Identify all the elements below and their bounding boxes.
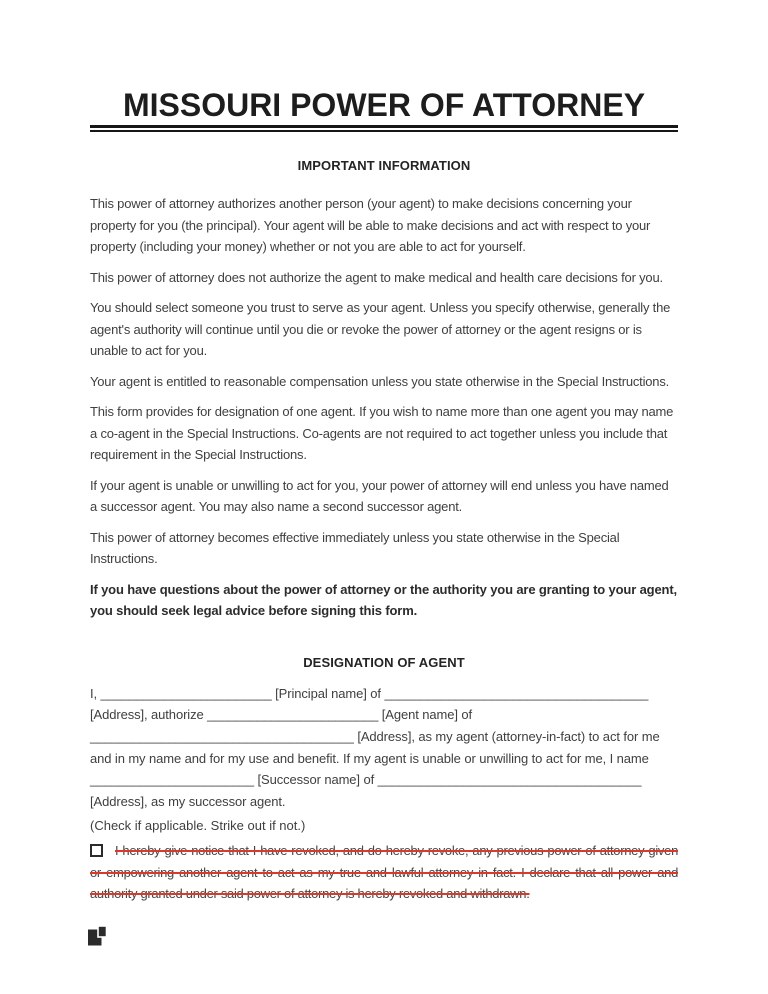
effective-immediately-paragraph: This power of attorney becomes effective immediately unless you state otherwise in the Special Instructions. bbox=[90, 529, 620, 566]
successor-address-line: [Address], as my successor agent. bbox=[90, 794, 286, 810]
title-underline-rule bbox=[90, 125, 678, 132]
revocation-clause-row bbox=[90, 840, 678, 905]
designation-fill-in-block bbox=[90, 683, 678, 813]
compensation-paragraph: Your agent is entitled to reasonable compensation unless you state otherwise in the Special Instructions. bbox=[90, 373, 670, 389]
agent-address-line: _____________________________________ [Address], as my agent (attorney-in-fact) to act for me bbox=[90, 728, 660, 744]
check-instruction: (Check if applicable. Strike out if not.) bbox=[90, 817, 306, 833]
legal-templates-logo-icon bbox=[88, 926, 108, 947]
designation-of-agent-heading: DESIGNATION OF AGENT bbox=[303, 654, 465, 670]
use-and-benefit-line: and in my name and for my use and benefit. If my agent is unable or unwilling to act for me, I name bbox=[90, 750, 649, 766]
intro-paragraph: This power of attorney authorizes another person (your agent) to make decisions concerning your property for you (the principal). Your agent will be able to make decisions and act with respect to your property (including your money) whether or not you are able to act for yourself. bbox=[90, 196, 651, 254]
agent-selection-paragraph: You should select someone you trust to serve as your agent. Unless you specify otherwise, generally the agent's authority will continue until you die or revoke the power of attorney or the agent resigns or is unable to act for you. bbox=[90, 300, 671, 358]
successor-name-line: _______________________ [Successor name] of _____________________________________ bbox=[90, 772, 642, 788]
document-title: MISSOURI POWER OF ATTORNEY bbox=[122, 87, 646, 123]
designation-of-agent-section bbox=[90, 655, 678, 905]
agent-name-line: [Address], authorize ________________________ [Agent name] of bbox=[90, 707, 473, 723]
successor-agent-paragraph: If your agent is unable or unwilling to act for you, your power of attorney will end unless you have named a successor agent. You may also name a second successor agent. bbox=[90, 477, 669, 514]
revocation-checkbox[interactable] bbox=[90, 844, 103, 857]
important-information-section bbox=[90, 158, 678, 622]
legal-advice-notice: If you have questions about the power of attorney or the authority you are granting to your agent, you should seek legal advice before signing this form. bbox=[90, 581, 677, 618]
revocation-clause-text: I hereby give notice that I have revoked, and do hereby revoke, any previous power of attorney given or empowering another agent to act as my true and lawful attorney in fact. I declare that all power and authority granted under said power of attorney is hereby revoked and withdrawn. bbox=[90, 843, 678, 902]
principal-name-line: I, ________________________ [Principal name] of _____________________________________ bbox=[90, 685, 649, 701]
medical-exclusion-paragraph: This power of attorney does not authorize the agent to make medical and health care decisions for you. bbox=[90, 269, 663, 285]
important-information-heading: IMPORTANT INFORMATION bbox=[297, 158, 471, 173]
co-agent-paragraph: This form provides for designation of one agent. If you wish to name more than one agent you may name a co-agent in the Special Instructions. Co-agents are not required to act together unless you include that requirement in the Special Instructions. bbox=[90, 404, 674, 462]
